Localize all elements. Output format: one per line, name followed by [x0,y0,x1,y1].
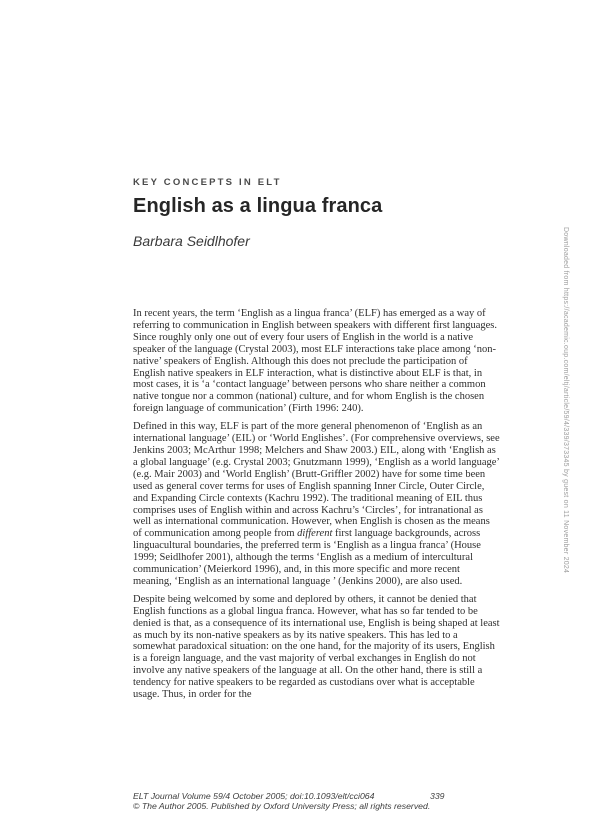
paragraph-3 [133,594,501,701]
paragraph-2 [133,421,501,588]
paragraph-2-italic-word: different [297,528,333,540]
paragraph-2-text-start: Defined in this way, ELF is part of the more general phenomenon of ‘English as an international language’ (EIL) or ‘World Englishes’. (For comprehensive overviews, see Jenkins 2003; McArthur 1998; Melchers and Shaw 2003.) EIL, along with ‘English as a global language’ (e.g. Crystal 2003; Gnutzmann 1999), ‘English as a world language’ (e.g. Mair 2003) and ‘World English’ (Brutt-Griffler 2002) have for some time been used as general cover terms for uses of English spanning Inner Circle, Outer Circle, and Expanding Circle contexts (Kachru 1992). The traditional meaning of EIL thus comprises uses of English within and across Kachru’s ‘Circles’, for intranational as well as international communication. However, when English is chosen as the means of communication among people from [133,421,500,540]
footer-citation-row [133,791,501,801]
author-name: Barbara Seidlhofer [133,233,250,249]
paragraph-1-text: In recent years, the term ‘English as a lingua franca’ (ELF) has emerged as a way of referring to communication in English between speakers with different first languages. Since roughly only one out of every four users of English in the world is a native speaker of the language (Crystal 2003), most ELF interactions take place among ‘non-native’ speakers of English. Although this does not preclude the participation of English native speakers in ELF interaction, what is distinctive about ELF is that, in most cases, it is ‘a ‘contact language’ between persons who share neither a common native tongue nor a common (national) culture, and for whom English is the chosen foreign language of communication’ (Firth 1996: 240). [133,308,497,415]
section-kicker: KEY CONCEPTS IN ELT [133,177,282,188]
page-number: 339 [430,791,445,801]
copyright-line: © The Author 2005. Published by Oxford University Press; all rights reserved. [133,801,431,812]
journal-citation: ELT Journal Volume 59/4 October 2005; doi:10.1093/elt/cci064 [133,791,375,801]
paragraph-3-text: Despite being welcomed by some and deplored by others, it cannot be denied that English functions as a global lingua franca. However, what has so far tended to be denied is that, as a consequence of its international use, English is being shaped at least as much by its non-native speakers as by its native speakers. This has led to a somewhat paradoxical situation: on the one hand, for the majority of its users, English is a foreign language, and the vast majority of verbal exchanges in English do not involve any native speakers of the language at all. On the other hand, there is still a tendency for native speakers to be regarded as custodians over what is acceptable usage. Thus, in order for the [133,593,500,701]
download-watermark: Downloaded from https://academic.oup.com/eltj/article/59/4/339/373345 by guest on 11 November 2024 [562,227,569,574]
paragraph-1 [133,308,501,415]
article-title: English as a lingua franca [133,195,383,217]
article-body [133,308,501,707]
page-footer [133,791,501,812]
paragraph-2-text-end: first language backgrounds, across linguacultural boundaries, the preferred term is ‘English as a lingua franca’ (House 1999; Seidlhofer 2001), although the terms ‘English as a medium of intercultural communication’ (Meierkord 1996), and, in this more specific and more recent meaning, ‘English as an international language ’ (Jenkins 2000), are also used. [133,528,481,587]
